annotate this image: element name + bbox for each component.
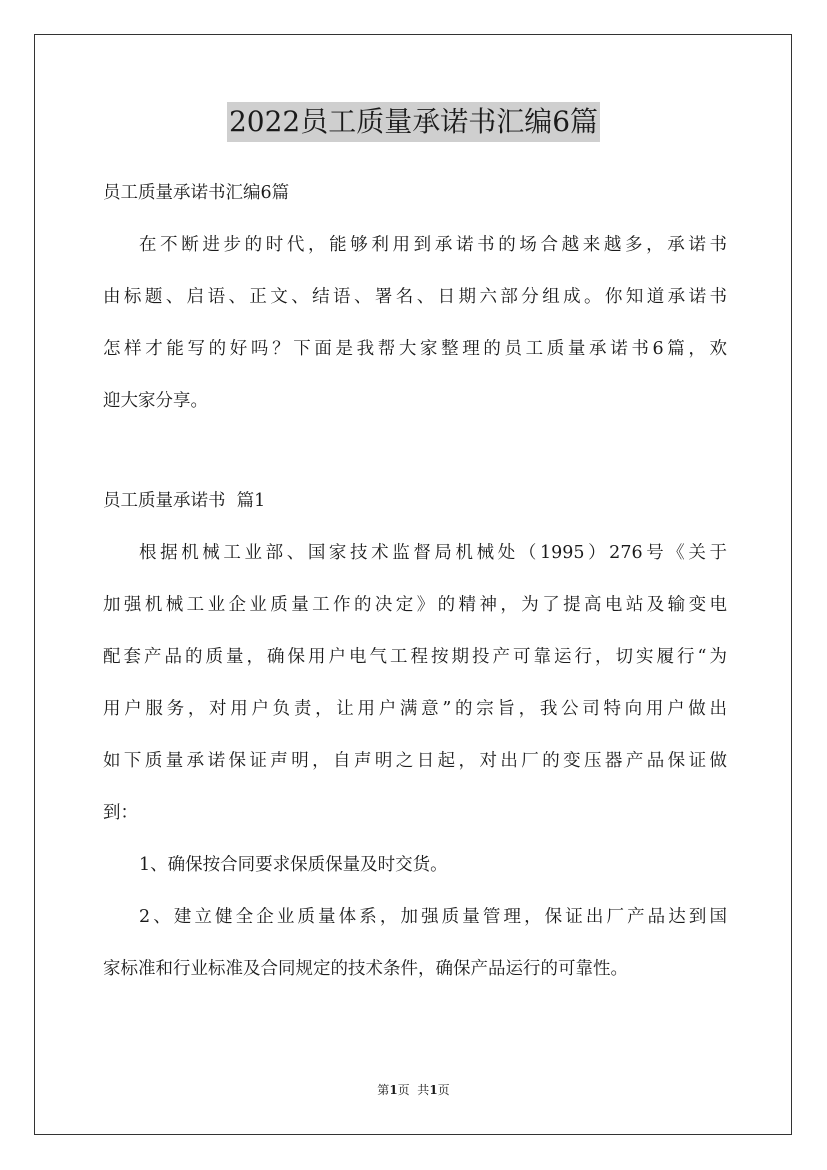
page-total: 1: [429, 1083, 438, 1097]
body-line: 用户服务，对用户负责，让用户满意”的宗旨，我公司特向用户做出: [103, 699, 727, 719]
document-title: 2022员工质量承诺书汇编6篇: [227, 102, 600, 142]
intro-line: 迎大家分享。: [103, 391, 208, 411]
list-item-2-line: 2、建立健全企业质量体系，加强质量管理，保证出厂产品达到国: [139, 907, 727, 927]
body-line: 配套产品的质量，确保用户电气工程按期投产可靠运行，切实履行“为: [103, 647, 727, 667]
page-suffix: 页: [437, 1083, 450, 1097]
spacer: [103, 427, 727, 475]
body-line: 如下质量承诺保证声明，自声明之日起，对出厂的变压器产品保证做: [103, 751, 727, 771]
title-container: [0, 102, 827, 142]
list-item-2-line: 家标准和行业标准及合同规定的技术条件，确保产品运行的可靠性。: [103, 959, 628, 979]
section-heading: 员工质量承诺书 篇1: [103, 491, 266, 511]
body-line: 加强机械工业企业质量工作的决定》的精神，为了提高电站及输变电: [103, 595, 727, 615]
intro-line: 在不断进步的时代，能够利用到承诺书的场合越来越多，承诺书: [139, 235, 727, 255]
page-prefix: 第: [377, 1083, 390, 1097]
subtitle: 员工质量承诺书汇编6篇: [103, 183, 290, 203]
body-line: 根据机械工业部、国家技术监督局机械处（1995）276号《关于: [139, 543, 727, 563]
page-number: 1: [389, 1083, 398, 1097]
body-line: 到：: [103, 803, 138, 823]
intro-line: 由标题、启语、正文、结语、署名、日期六部分组成。你知道承诺书: [103, 287, 727, 307]
page-footer: [0, 1082, 827, 1098]
document-body: [103, 167, 727, 995]
intro-line: 怎样才能写的好吗？下面是我帮大家整理的员工质量承诺书6篇，欢: [103, 339, 727, 359]
list-item-1: 1、确保按合同要求保质保量及时交货。: [139, 855, 448, 875]
page-mid: 页 共: [397, 1083, 430, 1097]
